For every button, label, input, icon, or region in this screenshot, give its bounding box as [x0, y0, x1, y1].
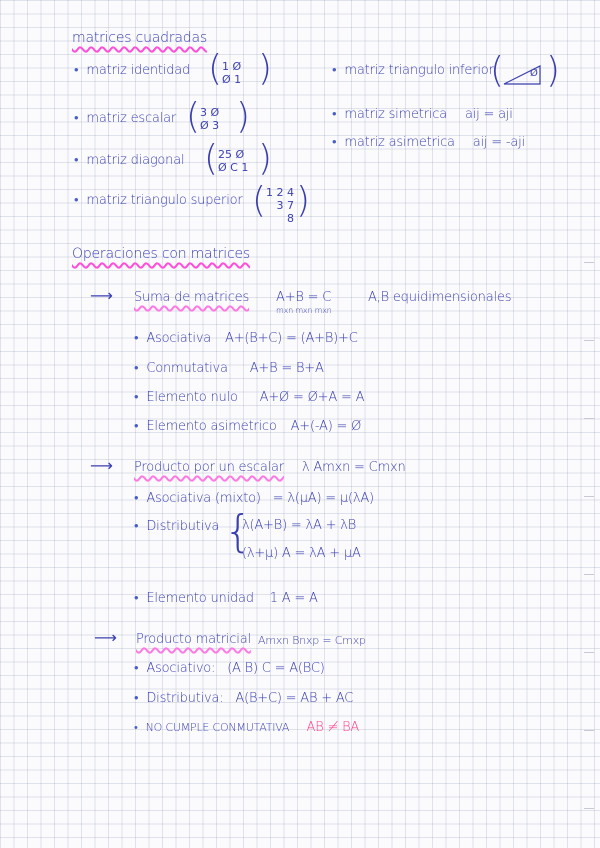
arrow-right-icon: ⟶	[94, 628, 117, 647]
matrix-paren-right: )	[258, 48, 273, 89]
binder-tick	[584, 652, 594, 653]
binder-tick	[584, 418, 594, 419]
prop-elemento-unidad: • Elemento unidad 1 A = A	[134, 591, 318, 606]
matrix-paren-left: (	[208, 48, 223, 89]
prop-conmutativa: • Conmutativa A+B = B+A	[134, 361, 324, 376]
prop-asociativa: • Asociativa A+(B+C) = (A+B)+C	[134, 331, 358, 346]
distributiva-formula-2: (λ+μ) A = λA + μA	[242, 546, 361, 561]
svg-text:Ø: Ø	[530, 68, 538, 79]
item-matriz-diagonal: • matriz diagonal	[74, 153, 185, 168]
item-label: matriz identidad	[86, 63, 191, 78]
section-title-matrices-cuadradas: matrices cuadradas	[72, 30, 207, 46]
matrix-paren-right: )	[546, 50, 561, 91]
prop-elemento-asimetrico: • Elemento asimetrico A+(-A) = Ø	[134, 419, 362, 434]
matrix-paren-right: )	[296, 180, 311, 221]
suma-note: A,B equidimensionales	[368, 290, 512, 305]
prop-distributiva: • Distributiva	[134, 519, 220, 534]
escalar-formula: λ Amxn = Cmxn	[302, 460, 406, 475]
matricial-formula: Amxn Bnxp = Cmxp	[258, 634, 366, 647]
binder-tick	[584, 340, 594, 341]
prop-asociativo: • Asociativo: (A B) C = A(BC)	[134, 661, 325, 676]
item-formula: aij = aji	[464, 107, 513, 122]
matrix-paren-left: (	[252, 180, 267, 221]
heading-suma: Suma de matrices	[134, 290, 250, 305]
item-matriz-triangulo-superior: • matriz triangulo superior	[74, 193, 243, 208]
matrix-diagonal: 25 Ø Ø C 1	[218, 148, 249, 174]
suma-formula: A+B = C	[276, 290, 332, 305]
item-label: matriz triangulo inferior	[344, 63, 494, 78]
matrix-paren-left: (	[490, 50, 505, 91]
binder-tick	[584, 574, 594, 575]
item-matriz-triangulo-inferior: • matriz triangulo inferior	[332, 63, 494, 78]
section-title-operaciones: Operaciones con matrices	[72, 246, 250, 262]
matrix-triangulo-superior: 1 2 4 3 7 8	[266, 186, 294, 225]
arrow-right-icon: ⟶	[90, 286, 113, 305]
binder-tick	[584, 262, 594, 263]
suma-subscript: mxn mxn mxn	[276, 306, 332, 315]
item-label: matriz asimetrica	[344, 135, 455, 150]
item-matriz-asimetrica: • matriz asimetrica aij = -aji	[332, 135, 525, 150]
prop-asociativa-mixto: • Asociativa (mixto) = λ(μA) = μ(λA)	[134, 491, 374, 506]
prop-distributiva-matricial: • Distributiva: A(B+C) = AB + AC	[134, 691, 354, 706]
binder-tick	[584, 808, 594, 809]
distributiva-formula-1: λ(A+B) = λA + λB	[242, 518, 357, 533]
lower-triangle-icon	[500, 62, 544, 86]
item-label: matriz escalar	[86, 111, 177, 126]
prop-elemento-nulo: • Elemento nulo A+Ø = Ø+A = A	[134, 390, 365, 405]
binder-tick	[584, 496, 594, 497]
matrix-paren-left: (	[186, 96, 201, 137]
item-label: matriz diagonal	[86, 153, 185, 168]
matrix-paren-right: )	[258, 138, 273, 179]
heading-matricial: Producto matricial	[136, 632, 251, 647]
matrix-escalar: 3 Ø Ø 3	[200, 106, 220, 132]
item-label: matriz triangulo superior	[86, 193, 243, 208]
matrix-identidad: 1 Ø Ø 1	[222, 60, 242, 86]
binder-tick	[584, 730, 594, 731]
brace-icon: {	[224, 506, 252, 557]
item-matriz-identidad: • matriz identidad	[74, 63, 191, 78]
item-matriz-simetrica: • matriz simetrica aij = aji	[332, 107, 513, 122]
item-matriz-escalar: • matriz escalar	[74, 111, 177, 126]
matrix-paren-right: )	[236, 96, 251, 137]
prop-no-conmutativa: • NO CUMPLE CONMUTATIVA AB ≠ BA	[134, 720, 360, 735]
item-formula: aij = -aji	[472, 135, 525, 150]
arrow-right-icon: ⟶	[90, 456, 113, 475]
item-label: matriz simetrica	[344, 107, 448, 122]
matrix-paren-left: (	[204, 138, 219, 179]
heading-escalar: Producto por un escalar	[134, 460, 284, 475]
